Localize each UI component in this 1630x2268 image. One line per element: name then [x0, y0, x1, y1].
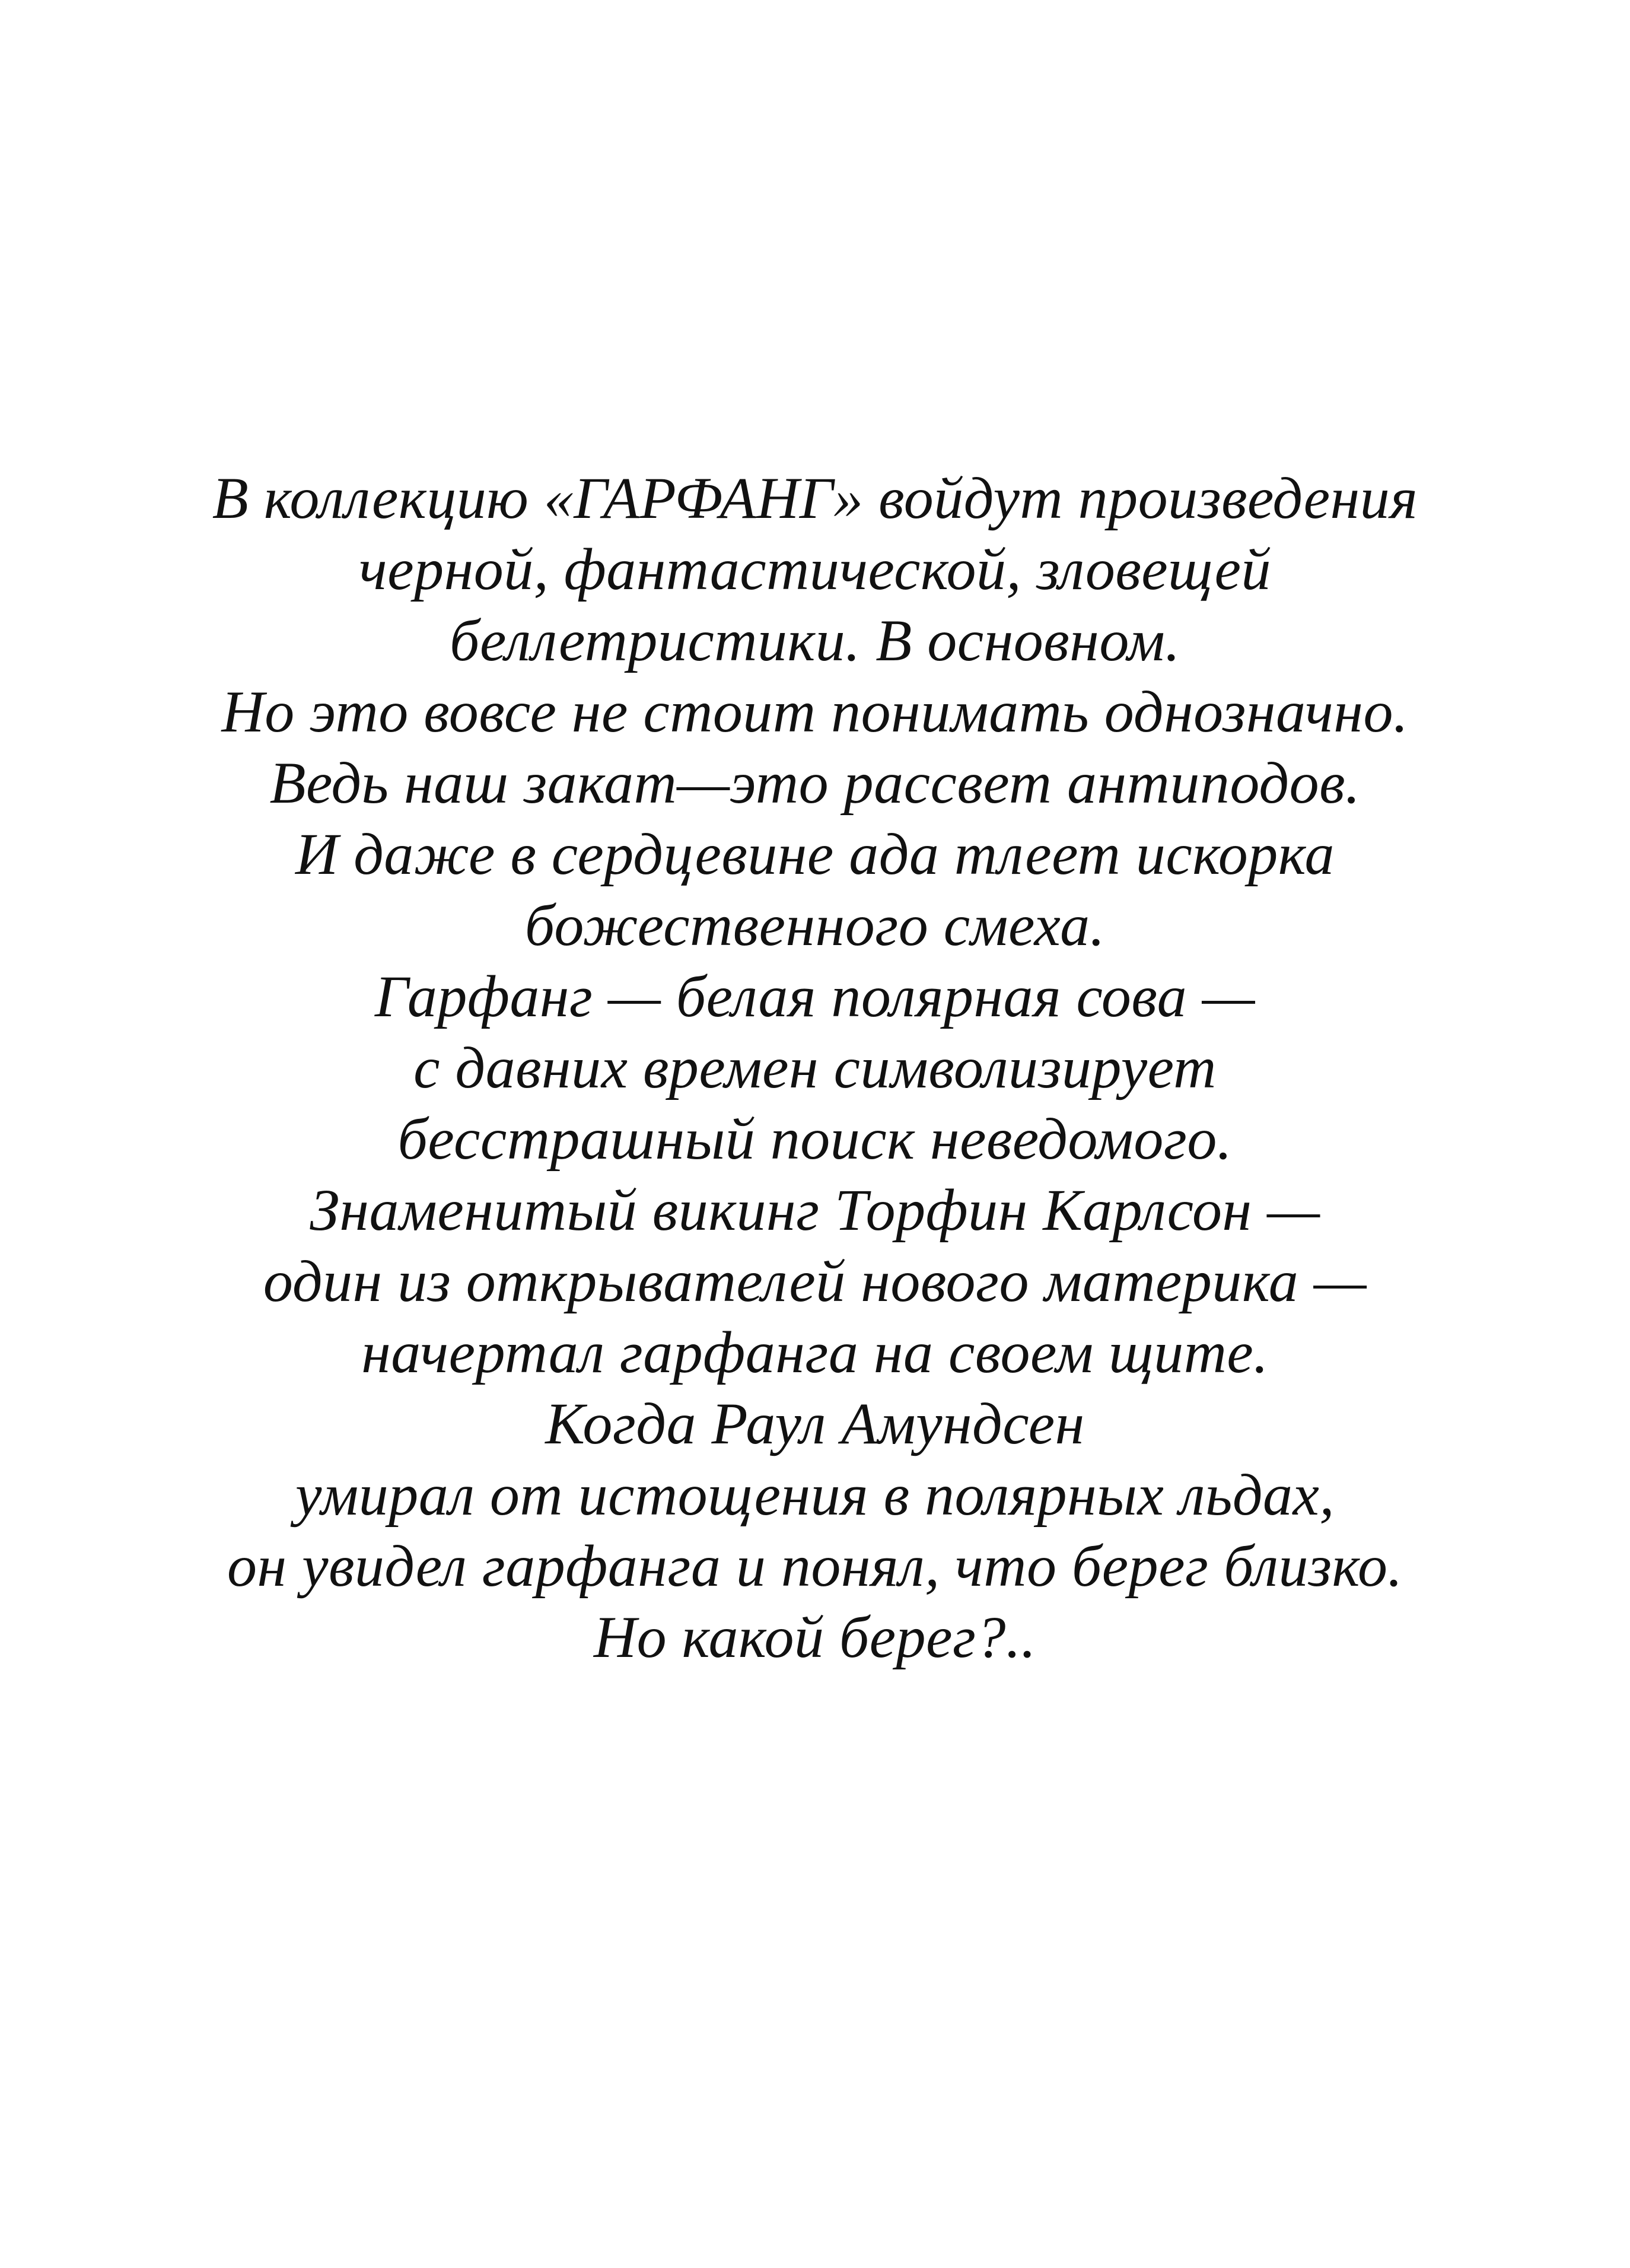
text-line: Знаменитый викинг Торфин Карлсон — — [310, 1177, 1320, 1243]
text-line: бесстрашный поиск неведомого. — [397, 1106, 1233, 1172]
text-line: И даже в сердцевине ада тлеет искорка — [295, 821, 1335, 887]
text-line: один из открывателей нового материка — — [263, 1248, 1367, 1314]
text-line: Когда Раул Амундсен — [545, 1391, 1085, 1456]
text-line: Гарфанг — белая полярная сова — — [374, 963, 1256, 1029]
text-line: черной, фантастической, зловещей — [359, 536, 1271, 602]
text-line: беллетристики. В основном. — [450, 607, 1180, 673]
text-line: с давних времен символизирует — [413, 1035, 1217, 1100]
text-line: божественного смеха. — [524, 892, 1106, 958]
text-line: Ведь наш закат—это рассвет антиподов. — [269, 750, 1361, 816]
text-line: он увидел гарфанга и понял, что берег близко. — [227, 1533, 1403, 1599]
text-line: Но это вовсе не стоит понимать однозначно. — [221, 679, 1409, 745]
text-line: начертал гарфанга на своем щите. — [361, 1319, 1269, 1385]
publisher-note — [0, 463, 1630, 1673]
text-line: умирал от истощения в полярных льдах, — [295, 1462, 1335, 1528]
text-line: Но какой берег?.. — [593, 1604, 1037, 1670]
text-line: В коллекцию «ГАРФАНГ» войдут произведения — [212, 465, 1418, 531]
